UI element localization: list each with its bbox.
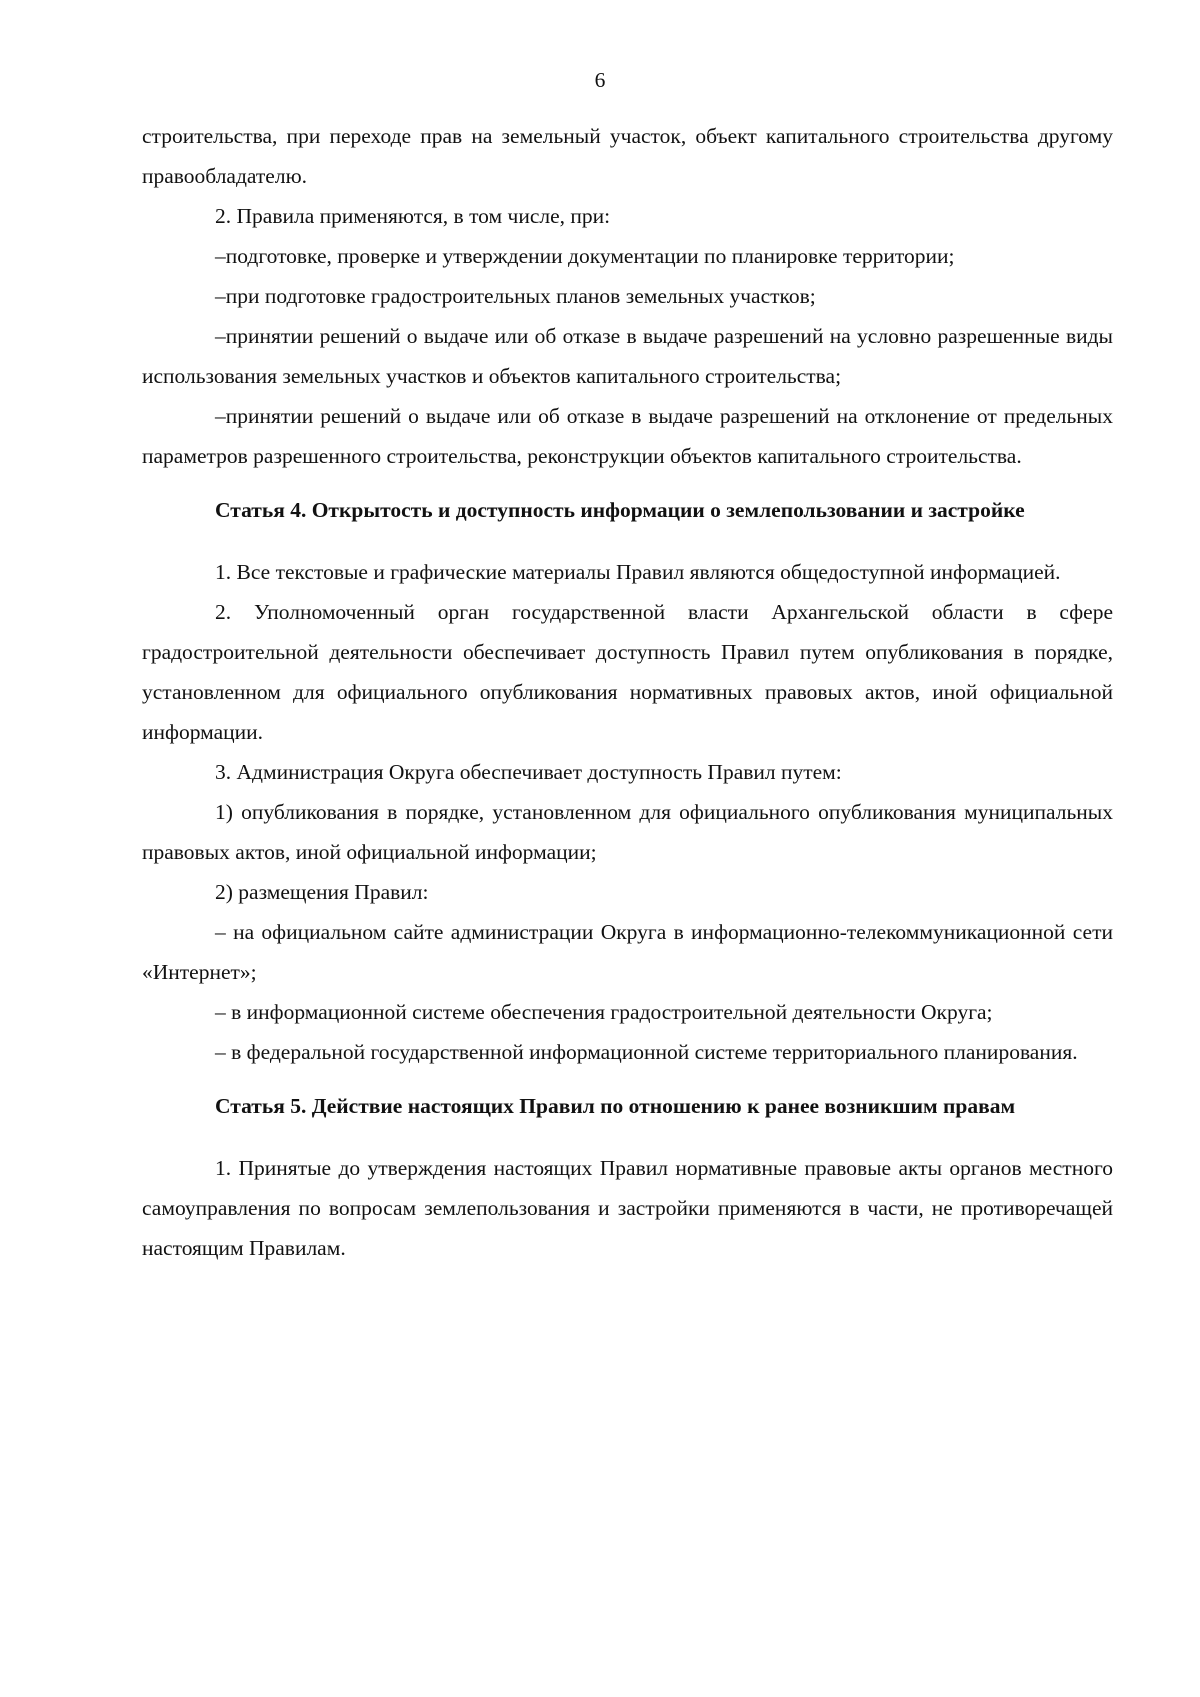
document-body [142, 116, 1113, 1268]
article-4-dash-fgis: – в федеральной государственной информационной системе территориального планирования. [215, 1040, 1078, 1064]
article-4-dash-website: – на официальном сайте администрации Округа в информационно-телекоммуникационной сети «Интернет»; [142, 920, 1113, 984]
paragraph-continuation: строительства, при переходе прав на земельный участок, объект капитального строительства другому правообладателю. [142, 124, 1113, 188]
list-item-gradplans: –при подготовке градостроительных планов земельных участков; [215, 284, 816, 308]
list-item-deviation: –принятии решений о выдаче или об отказе в выдаче разрешений на отклонение от предельных параметров разрешенного строительства, реконструкции объектов капитального строительства. [142, 404, 1113, 468]
spacer [142, 476, 1113, 490]
page-number: 6 [594, 68, 606, 92]
article-4-paragraph-1: 1. Все текстовые и графические материалы Правил являются общедоступной информацией. [215, 560, 1061, 584]
article-4-subitem-1: 1) опубликования в порядке, установленном для официального опубликования муниципальных правовых актов, иной официальной информации; [142, 800, 1113, 864]
list-item-planning-docs: –подготовке, проверке и утверждении документации по планировке территории; [215, 244, 955, 268]
paragraph-rules-apply: 2. Правила применяются, в том числе, при: [215, 204, 611, 228]
article-4-paragraph-2: 2. Уполномоченный орган государственной власти Архангельской области в сфере градостроительной деятельности обеспечивает доступность Правил путем опубликования в порядке, установленном для официального опубликования нормативных правовых актов, иной официальной информации. [142, 600, 1113, 744]
spacer [142, 530, 1113, 552]
article-5-heading: Статья 5. Действие настоящих Правил по отношению к ранее возникшим правам [215, 1094, 1016, 1118]
spacer [142, 1126, 1113, 1148]
article-4-paragraph-3: 3. Администрация Округа обеспечивает доступность Правил путем: [215, 760, 842, 784]
article-4-dash-isogd: – в информационной системе обеспечения градостроительной деятельности Округа; [215, 1000, 993, 1024]
article-4-heading: Статья 4. Открытость и доступность информации о землепользовании и застройке [215, 498, 1025, 522]
article-5-paragraph-1: 1. Принятые до утверждения настоящих Правил нормативные правовые акты органов местного самоуправления по вопросам землепользования и застройки применяются в части, не противоречащей настоящим Правилам. [142, 1156, 1113, 1260]
article-4-subitem-2: 2) размещения Правил: [215, 880, 429, 904]
spacer [142, 1072, 1113, 1086]
list-item-conditional-use: –принятии решений о выдаче или об отказе в выдаче разрешений на условно разрешенные виды использования земельных участков и объектов капитального строительства; [142, 324, 1113, 388]
